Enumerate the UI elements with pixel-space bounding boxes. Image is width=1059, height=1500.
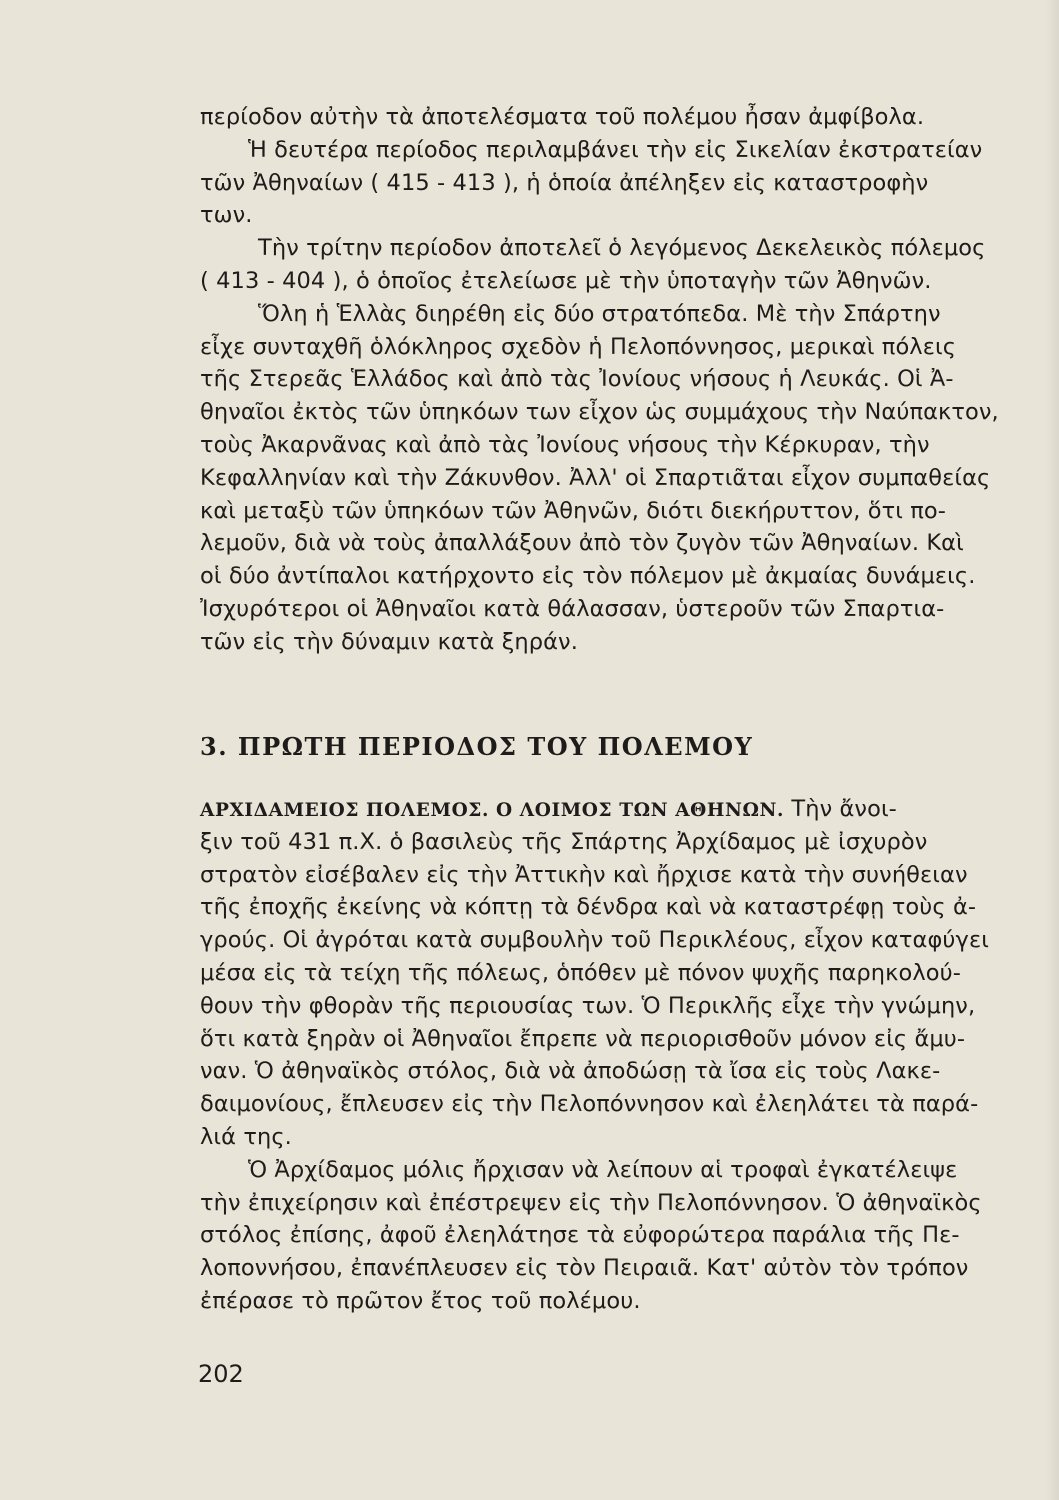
text-line: στρατὸν εἰσέβαλεν εἰς τὴν Ἀττικὴν καὶ ἤρχισε κατὰ τὴν συνήθειαν (200, 861, 968, 888)
text-line: μέσα εἰς τὰ τείχη τῆς πόλεως, ὁπόθεν μὲ πόνον ψυχῆς παρηκολού- (200, 959, 961, 986)
text-line: γρούς. Οἱ ἀγρόται κατὰ συμβουλὴν τοῦ Περικλέους, εἶχον καταφύγει (200, 927, 989, 954)
text-line: περίοδον αὐτὴν τὰ ἀποτελέσματα τοῦ πολέμου ἦσαν ἀμφίβολα. (200, 104, 925, 130)
text-line: Ἡ δευτέρα περίοδος περιλαμβάνει τὴν εἰς Σικελίαν ἐκστρατείαν (248, 136, 983, 163)
subheading-line (200, 793, 1030, 826)
text-line: Τὴν τρίτην περίοδον ἀποτελεῖ ὁ λεγόμενος Δεκελεικὸς πόλεμος (258, 235, 986, 262)
text-line: Ὅλη ἡ Ἑλλὰς διηρέθη εἰς δύο στρατόπεδα. Μὲ τὴν Σπάρτην (258, 300, 941, 327)
text-line: ( 413 - 404 ), ὁ ὁποῖος ἐτελείωσε μὲ τὴν ὑποταγὴν τῶν Ἀθηνῶν. (200, 267, 932, 294)
text-line: εἶχε συνταχθῆ ὁλόκληρος σχεδὸν ἡ Πελοπόννησος, μερικαὶ πόλεις (200, 333, 957, 360)
text-line: τῶν Ἀθηναίων ( 415 - 413 ), ἡ ὁποία ἀπέληξεν εἰς καταστροφὴν (200, 169, 929, 196)
text-line: θουν τὴν φθορὰν τῆς περιουσίας των. Ὁ Περικλῆς εἶχε τὴν γνώμην, (200, 992, 976, 1019)
text-line: ὅτι κατὰ ξηρὰν οἱ Ἀθηναῖοι ἔπρεπε νὰ περιορισθοῦν μόνον εἰς ἄμυ- (200, 1025, 966, 1052)
subheading-line-rest: Τὴν ἄνοι- (784, 796, 897, 822)
section-1-text (200, 101, 1030, 659)
text-line: ξιν τοῦ 431 π.Χ. ὁ βασιλεὺς τῆς Σπάρτης Ἀρχίδαμος μὲ ἰσχυρὸν (200, 828, 928, 855)
text-line: δαιμονίους, ἔπλευσεν εἰς τὴν Πελοπόννησον καὶ ἐλεηλάτει τὰ παρά- (200, 1091, 979, 1118)
section-2-text (200, 793, 1030, 1318)
text-line: των. (200, 202, 253, 229)
text-line: θηναῖοι ἐκτὸς τῶν ὑπηκόων των εἶχον ὡς συμμάχους τὴν Ναύπακτον, (200, 399, 999, 426)
text-line: τοὺς Ἀκαρνᾶνας καὶ ἀπὸ τὰς Ἰονίους νήσους τὴν Κέρκυραν, τὴν (200, 431, 930, 458)
text-line: λοποννήσου, ἐπανέπλευσεν εἰς τὸν Πειραιᾶ. Κατ' αὐτὸν τὸν τρόπον (200, 1255, 969, 1282)
text-line: Ὁ Ἀρχίδαμος μόλις ἤρχισαν νὰ λείπουν αἱ τροφαὶ ἐγκατέλειψε (248, 1156, 958, 1183)
section-heading: 3. ΠΡΩΤΗ ΠΕΡΙΟΔΟΣ ΤΟΥ ΠΟΛΕΜΟΥ (200, 732, 754, 761)
text-line: λεμοῦν, διὰ νὰ τοὺς ἀπαλλάξουν ἀπὸ τὸν ζυγὸν τῶν Ἀθηναίων. Καὶ (200, 530, 964, 557)
text-line: τὴν ἐπιχείρησιν καὶ ἐπέστρεψεν εἰς τὴν Πελοπόννησον. Ὁ ἀθηναϊκὸς (200, 1189, 982, 1216)
text-line: λιά της. (200, 1123, 292, 1150)
text-line: ναν. Ὁ ἀθηναϊκὸς στόλος, διὰ νὰ ἀποδώσῃ τὰ ἴσα εἰς τοὺς Λακε- (200, 1058, 941, 1085)
text-line: Κεφαλληνίαν καὶ τὴν Ζάκυνθον. Ἀλλ' οἱ Σπαρτιᾶται εἶχον συμπαθείας (200, 464, 991, 491)
page-edge-shadow (1045, 0, 1059, 1500)
text-line: ἐπέρασε τὸ πρῶτον ἔτος τοῦ πολέμου. (200, 1287, 641, 1314)
text-line: τῆς ἐποχῆς ἐκείνης νὰ κόπτῃ τὰ δένδρα καὶ νὰ καταστρέφῃ τοὺς ἀ- (200, 894, 977, 921)
text-line: τῶν εἰς τὴν δύναμιν κατὰ ξηράν. (200, 628, 578, 655)
text-line: τῆς Στερεᾶς Ἑλλάδος καὶ ἀπὸ τὰς Ἰονίους νήσους ἡ Λευκάς. Οἱ Ἀ- (200, 366, 954, 393)
subheading: ΑΡΧΙΔΑΜΕΙΟΣ ΠΟΛΕΜΟΣ. Ο ΛΟΙΜΟΣ ΤΩΝ ΑΘΗΝΩΝ. (200, 800, 785, 821)
text-line: Ἰσχυρότεροι οἱ Ἀθηναῖοι κατὰ θάλασσαν, ὑστεροῦν τῶν Σπαρτια- (200, 595, 945, 622)
page-number: 202 (198, 1360, 244, 1388)
text-line: καὶ μεταξὺ τῶν ὑπηκόων τῶν Ἀθηνῶν, διότι διεκήρυττον, ὅτι πο- (200, 497, 946, 524)
text-line: οἱ δύο ἀντίπαλοι κατήρχοντο εἰς τὸν πόλεμον μὲ ἀκμαίας δυνάμεις. (200, 563, 976, 590)
text-line: στόλος ἐπίσης, ἀφοῦ ἐλεηλάτησε τὰ εὐφορώτερα παράλια τῆς Πε- (200, 1222, 960, 1249)
